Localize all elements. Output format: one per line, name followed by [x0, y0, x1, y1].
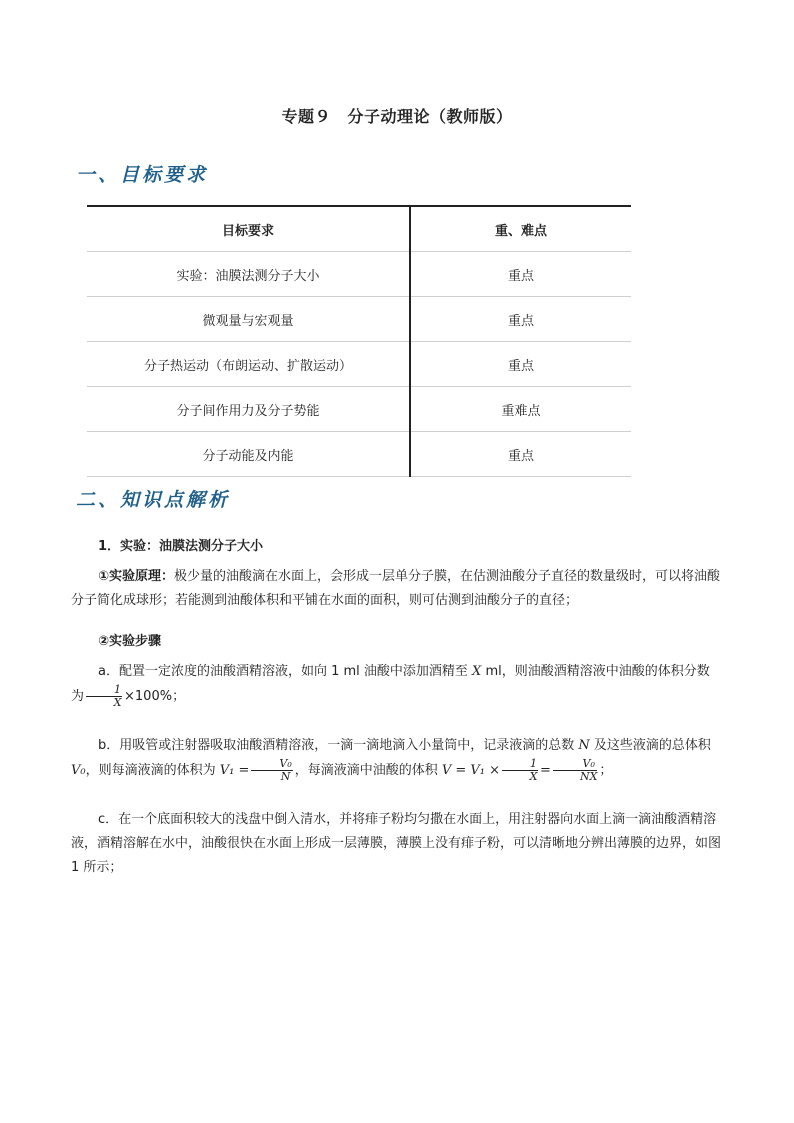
fraction-1-over-x: [502, 758, 538, 783]
fraction-numerator: 1: [86, 684, 122, 697]
fraction-denominator: N: [280, 770, 291, 783]
step-c-paragraph: c．在一个底面积较大的浅盘中倒入清水，并将痱子粉均匀撒在水面上，用注射器向水面上滴一滴油酸酒精溶液，酒精溶解在水中，油酸很快在水面上形成一层薄膜，薄膜上没有痱子粉，可以清晰地分辨出薄膜的边界，如图 1 所示；: [71, 812, 722, 875]
fraction-1-over-x: [86, 684, 122, 709]
step-a-text-1: a．配置一定浓度的油酸酒精溶液，如向 1 ml 油酸中添加酒精至: [98, 664, 473, 679]
equation-v1-lhs: V₁ =: [219, 763, 250, 778]
principle-text: 极少量的油酸滴在水面上，会形成一层单分子膜，在估测油酸分子直径的数量级时，可以将油酸分子简化成球形；若能测到油酸体积和平铺在水面的面积，则可估测到油酸分子的直径；: [71, 569, 721, 608]
table-cell-goal: 分子间作用力及分子势能: [87, 387, 410, 432]
step-b-text-1: b．用吸管或注射器吸取油酸酒精溶液，一滴一滴地滴入小量筒中，记录液滴的总数: [98, 738, 579, 753]
table-cell-priority: 重点: [410, 432, 631, 477]
table-row: [87, 252, 631, 297]
table-cell-goal: 分子动能及内能: [87, 432, 410, 477]
step-b-text-2: 及这些液滴的总体积: [589, 738, 711, 753]
step-a-text-3: ×100%；: [124, 689, 186, 704]
table-header-row: [87, 206, 631, 252]
step-a-paragraph: [71, 660, 721, 709]
goals-table: [87, 205, 631, 477]
table-cell-priority: 重点: [410, 342, 631, 387]
section-heading-knowledge: 二、知识点解析: [76, 489, 231, 511]
fraction-denominator: NX: [579, 770, 598, 783]
table-row: [87, 432, 631, 477]
table-header-goal: 目标要求: [87, 206, 410, 252]
fraction-numerator: 1: [502, 758, 538, 771]
subsection-heading-oil-film: 1．实验：油膜法测分子大小: [98, 539, 264, 554]
equation-v-lhs: V = V₁ ×: [441, 763, 501, 778]
variable-n: N: [578, 738, 590, 753]
fraction-denominator: X: [113, 696, 122, 709]
section-heading-goals: 一、目标要求: [76, 164, 209, 186]
step-a-text-2: ml，则油酸酒精溶液中油酸的体积分数为: [71, 664, 710, 704]
table-cell-goal: 实验：油膜法测分子大小: [87, 252, 410, 297]
step-b-text-3: ，则每滴液滴的体积为: [85, 763, 220, 778]
steps-heading: ②实验步骤: [98, 634, 162, 649]
principle-label: ①实验原理：: [98, 569, 175, 584]
table-row: [87, 297, 631, 342]
step-b-text-4: ，每滴液滴中油酸的体积: [294, 763, 442, 778]
fraction-numerator: V₀: [251, 758, 292, 771]
table-header-priority: 重、难点: [410, 206, 631, 252]
variable-x: X: [472, 664, 482, 679]
step-b-text-5: ；: [599, 763, 613, 778]
equals-sign: =: [540, 763, 551, 778]
table-row: [87, 387, 631, 432]
table-cell-goal: 分子热运动（布朗运动、扩散运动）: [87, 342, 410, 387]
table-cell-goal: 微观量与宏观量: [87, 297, 410, 342]
table-cell-priority: 重点: [410, 297, 631, 342]
page-title: 专题９ 分子动理论（教师版）: [281, 107, 513, 126]
fraction-numerator: V₀: [553, 758, 597, 771]
table-cell-priority: 重难点: [410, 387, 631, 432]
variable-v0: V₀: [71, 763, 86, 778]
principle-paragraph: [71, 565, 721, 613]
fraction-v0-over-nx: [553, 758, 597, 783]
table-cell-priority: 重点: [410, 252, 631, 297]
step-b-paragraph: [71, 734, 721, 783]
table-row: [87, 342, 631, 387]
fraction-denominator: X: [529, 770, 538, 783]
fraction-v0-over-n: [251, 758, 292, 783]
